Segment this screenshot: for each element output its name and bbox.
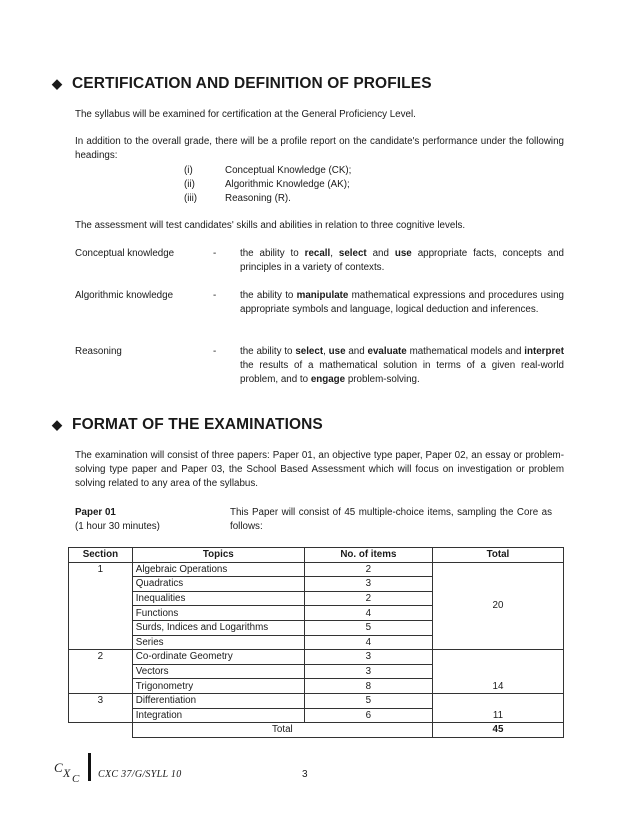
total-cell: 20 xyxy=(432,562,563,650)
paper-title: Paper 01 xyxy=(75,507,116,518)
topic-cell: Surds, Indices and Logarithms xyxy=(132,620,304,635)
topic-cell: Algebraic Operations xyxy=(132,562,304,577)
items-cell: 3 xyxy=(304,577,432,592)
topic-cell: Trigonometry xyxy=(132,679,304,694)
header-total: Total xyxy=(432,548,563,563)
svg-text:C: C xyxy=(72,773,80,784)
profile-number: (i) xyxy=(184,165,193,176)
skill-desc-reasoning: the ability to select, use and evaluate mathematical models and interpret the results of a mathematical solution in terms of a given real-world problem, and to engage problem-solving. xyxy=(240,346,564,385)
table-header-row xyxy=(69,548,564,563)
skill-desc-conceptual: the ability to recall, select and use appropriate facts, concepts and principles in a variety of contexts. xyxy=(240,248,564,273)
header-items: No. of items xyxy=(304,548,432,563)
header-section: Section xyxy=(69,548,133,563)
profile-text: Reasoning (R). xyxy=(225,193,291,204)
table-row xyxy=(69,650,564,665)
table-total-row xyxy=(69,723,564,738)
topic-cell: Quadratics xyxy=(132,577,304,592)
topic-cell: Differentiation xyxy=(132,693,304,708)
paper-description: This Paper will consist of 45 multiple-choice items, sampling the Core as follows: xyxy=(230,507,552,532)
items-cell: 6 xyxy=(304,708,432,723)
items-cell: 3 xyxy=(304,664,432,679)
topic-cell: Integration xyxy=(132,708,304,723)
page-number: 3 xyxy=(302,769,308,780)
table-row xyxy=(69,693,564,708)
skill-label-conceptual: Conceptual knowledge xyxy=(75,248,175,259)
items-cell: 3 xyxy=(304,650,432,665)
section-heading-certification xyxy=(52,75,432,93)
profile-text: Conceptual Knowledge (CK); xyxy=(225,165,352,176)
items-cell: 2 xyxy=(304,562,432,577)
profile-number: (ii) xyxy=(184,179,195,190)
items-table xyxy=(68,547,564,738)
skill-desc-algorithmic: the ability to manipulate mathematical expressions and procedures using appropriate symbols and language, logical deduction and inferences. xyxy=(240,290,564,315)
grand-total-cell: 45 xyxy=(432,723,563,738)
paragraph-assessment: The assessment will test candidates' skills and abilities in relation to three cognitive levels. xyxy=(75,220,466,231)
section-cell: 1 xyxy=(69,562,133,650)
items-cell: 4 xyxy=(304,635,432,650)
empty-cell xyxy=(69,723,133,738)
syllabus-code: CXC 37/G/SYLL 10 xyxy=(98,769,182,780)
items-cell: 8 xyxy=(304,679,432,694)
paragraph-certification: The syllabus will be examined for certification at the General Proficiency Level. xyxy=(75,109,416,120)
total-label-cell: Total xyxy=(132,723,432,738)
topic-cell: Series xyxy=(132,635,304,650)
items-cell: 5 xyxy=(304,620,432,635)
diamond-bullet-icon: ◆ xyxy=(52,76,63,91)
skill-dash: - xyxy=(213,248,217,259)
total-cell: 14 xyxy=(432,650,563,694)
topic-cell: Co-ordinate Geometry xyxy=(132,650,304,665)
svg-text:X: X xyxy=(63,766,71,780)
paper-duration: (1 hour 30 minutes) xyxy=(75,521,160,532)
cxc-logo-icon xyxy=(52,758,88,784)
section-title: FORMAT OF THE EXAMINATIONS xyxy=(72,416,323,433)
section-title: CERTIFICATION AND DEFINITION OF PROFILES xyxy=(72,75,432,92)
topic-cell: Functions xyxy=(132,606,304,621)
section-heading-format xyxy=(52,416,323,434)
header-topics: Topics xyxy=(132,548,304,563)
section-cell: 3 xyxy=(69,693,133,722)
topic-cell: Vectors xyxy=(132,664,304,679)
cxc-logo xyxy=(52,758,88,784)
skill-dash: - xyxy=(213,290,217,301)
profile-text: Algorithmic Knowledge (AK); xyxy=(225,179,350,190)
skill-dash: - xyxy=(213,346,217,357)
skill-label-reasoning: Reasoning xyxy=(75,346,122,357)
paragraph-profile-report: In addition to the overall grade, there will be a profile report on the candidate's performance under the following headings: xyxy=(75,136,564,161)
items-cell: 5 xyxy=(304,693,432,708)
profile-number: (iii) xyxy=(184,193,198,204)
table-row xyxy=(69,562,564,577)
paragraph-examination-format: The examination will consist of three papers: Paper 01, an objective type paper, Paper 02, an essay or problem-solving type paper and Paper 03, the School Based Assessment which will focus on investigation or problem solving related to any area of the syllabus. xyxy=(75,450,564,489)
footer-divider xyxy=(88,753,91,781)
section-cell: 2 xyxy=(69,650,133,694)
items-cell: 2 xyxy=(304,591,432,606)
topic-cell: Inequalities xyxy=(132,591,304,606)
skill-label-algorithmic: Algorithmic knowledge xyxy=(75,290,174,301)
total-cell: 11 xyxy=(432,693,563,722)
items-cell: 4 xyxy=(304,606,432,621)
svg-text:C: C xyxy=(54,760,63,775)
diamond-bullet-icon: ◆ xyxy=(52,417,63,432)
